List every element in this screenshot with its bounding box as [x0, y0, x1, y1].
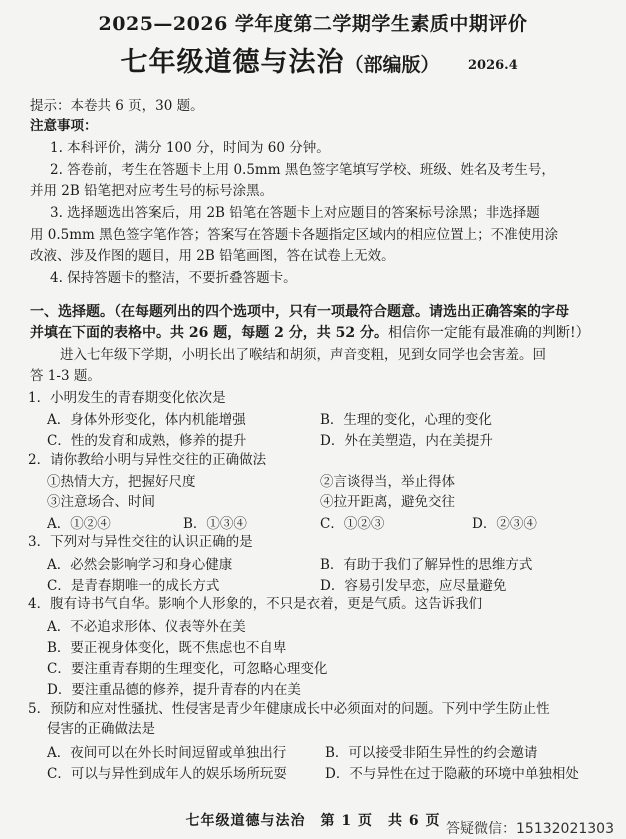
option-b: B．生理的变化，心理的变化 — [320, 412, 492, 428]
option-c: C．性的发育和成熟，修养的提升 — [47, 433, 247, 449]
notice-item: 2. 答卷前，考生在答题卡上用 0.5mm 黑色签字笔填写学校、班级、姓名及考生号， — [50, 162, 555, 178]
notice-item: 改液、涉及作图的题目，用 2B 铅笔画图，答在试卷上无效。 — [30, 248, 395, 264]
question-stem: 4．腹有诗书气自华。影响个人形象的，不只是衣着，更是气质。这告诉我们 — [28, 596, 483, 612]
section-rules: 并填在下面的表格中。共 26 题，每题 2 分，共 52 分。 — [30, 325, 388, 341]
option-a: A．必然会影响学习和身心健康 — [47, 557, 233, 573]
option-c: C．要注重青春期的生理变化，可忽略心理变化 — [47, 661, 328, 677]
option-d: D．②③④ — [472, 516, 537, 532]
statement-item: ①热情大方，把握好尺度 — [47, 474, 196, 490]
option-d: D．容易引发早恋，应尽量避免 — [320, 578, 507, 594]
notice-item: 用 0.5mm 黑色签字笔作答；答案写在答题卡各题指定区域内的相应位置上；不准使用涂 — [30, 227, 559, 243]
option-a: A．夜间可以在外长时间逗留或单独出行 — [47, 745, 287, 761]
exam-date: 2026.4 — [468, 58, 518, 73]
option-b: B．①③④ — [183, 516, 247, 532]
option-b: B．要正视身体变化，既不焦虑也不自卑 — [47, 640, 287, 656]
option-c: C．是青春期唯一的成长方式 — [47, 578, 220, 594]
option-b: B．可以接受非陌生异性的约会邀请 — [325, 745, 538, 761]
statement-item: ③注意场合、时间 — [47, 494, 155, 510]
option-d: D．要注重品德的修养，提升青春的内在美 — [47, 682, 301, 698]
option-c: C．可以与异性到成年人的娱乐场所玩耍 — [47, 766, 287, 782]
subject-version: （部编版） — [344, 54, 440, 76]
section-heading-line2 — [30, 324, 590, 342]
option-a: A．①②④ — [47, 516, 111, 532]
question-stem: 3．下列对与异性交往的认识正确的是 — [28, 534, 253, 550]
question-stem: 1．小明发生的青春期变化依次是 — [28, 390, 226, 406]
passage-line: 进入七年级下学期，小明长出了喉结和胡须，声音变粗，见到女同学也会害羞。回 — [60, 347, 546, 363]
section-heading: 一、选择题。（在每题列出的四个选项中，只有一项最符合题意。请选出正确答案的字母 — [30, 304, 569, 320]
watermark: 答疑微信：15132021303 — [446, 821, 614, 837]
question-stem: 5．预防和应对性骚扰、性侵害是青少年健康成长中必须面对的问题。下列中学生防止性 — [28, 701, 550, 717]
question-stem-cont: 侵害的正确做法是 — [47, 721, 155, 737]
notice-heading: 注意事项： — [30, 118, 98, 134]
notice-item: 4. 保持答题卡的整洁，不要折叠答题卡。 — [50, 270, 297, 286]
option-c: C．①②③ — [320, 516, 385, 532]
notice-item: 3. 选择题选出答案后，用 2B 铅笔在答题卡上对应题目的答案标号涂黑；非选择题 — [50, 205, 540, 221]
exam-title: 2025—2026 学年度第二学期学生素质中期评价 — [98, 13, 528, 35]
option-d: D．不与异性在过于隐蔽的环境中单独相处 — [325, 766, 579, 782]
option-a: A．不必追求形体、仪表等外在美 — [47, 619, 246, 635]
page-footer: 七年级道德与法治 第 1 页 共 6 页 — [185, 813, 441, 829]
option-a: A．身体外形变化，体内机能增强 — [47, 412, 246, 428]
notice-item: 并用 2B 铅笔把对应考生号的标号涂黑。 — [30, 183, 274, 199]
subject-name: 七年级道德与法治 — [120, 47, 345, 78]
option-d: D．外在美塑造，内在美提升 — [320, 433, 493, 449]
option-b: B．有助于我们了解异性的思维方式 — [320, 557, 533, 573]
question-stem: 2．请你教给小明与异性交往的正确做法 — [28, 452, 267, 468]
notice-item: 1. 本科评价，满分 100 分，时间为 60 分钟。 — [50, 140, 330, 156]
section-encouragement: 相信你一定能有最准确的判断!） — [387, 325, 590, 341]
passage-line: 答 1-3 题。 — [30, 368, 101, 384]
tip-line: 提示：本卷共 6 页，30 题。 — [30, 98, 204, 114]
statement-item: ④拉开距离，避免交往 — [320, 494, 455, 510]
statement-item: ②言谈得当，举止得体 — [320, 474, 455, 490]
